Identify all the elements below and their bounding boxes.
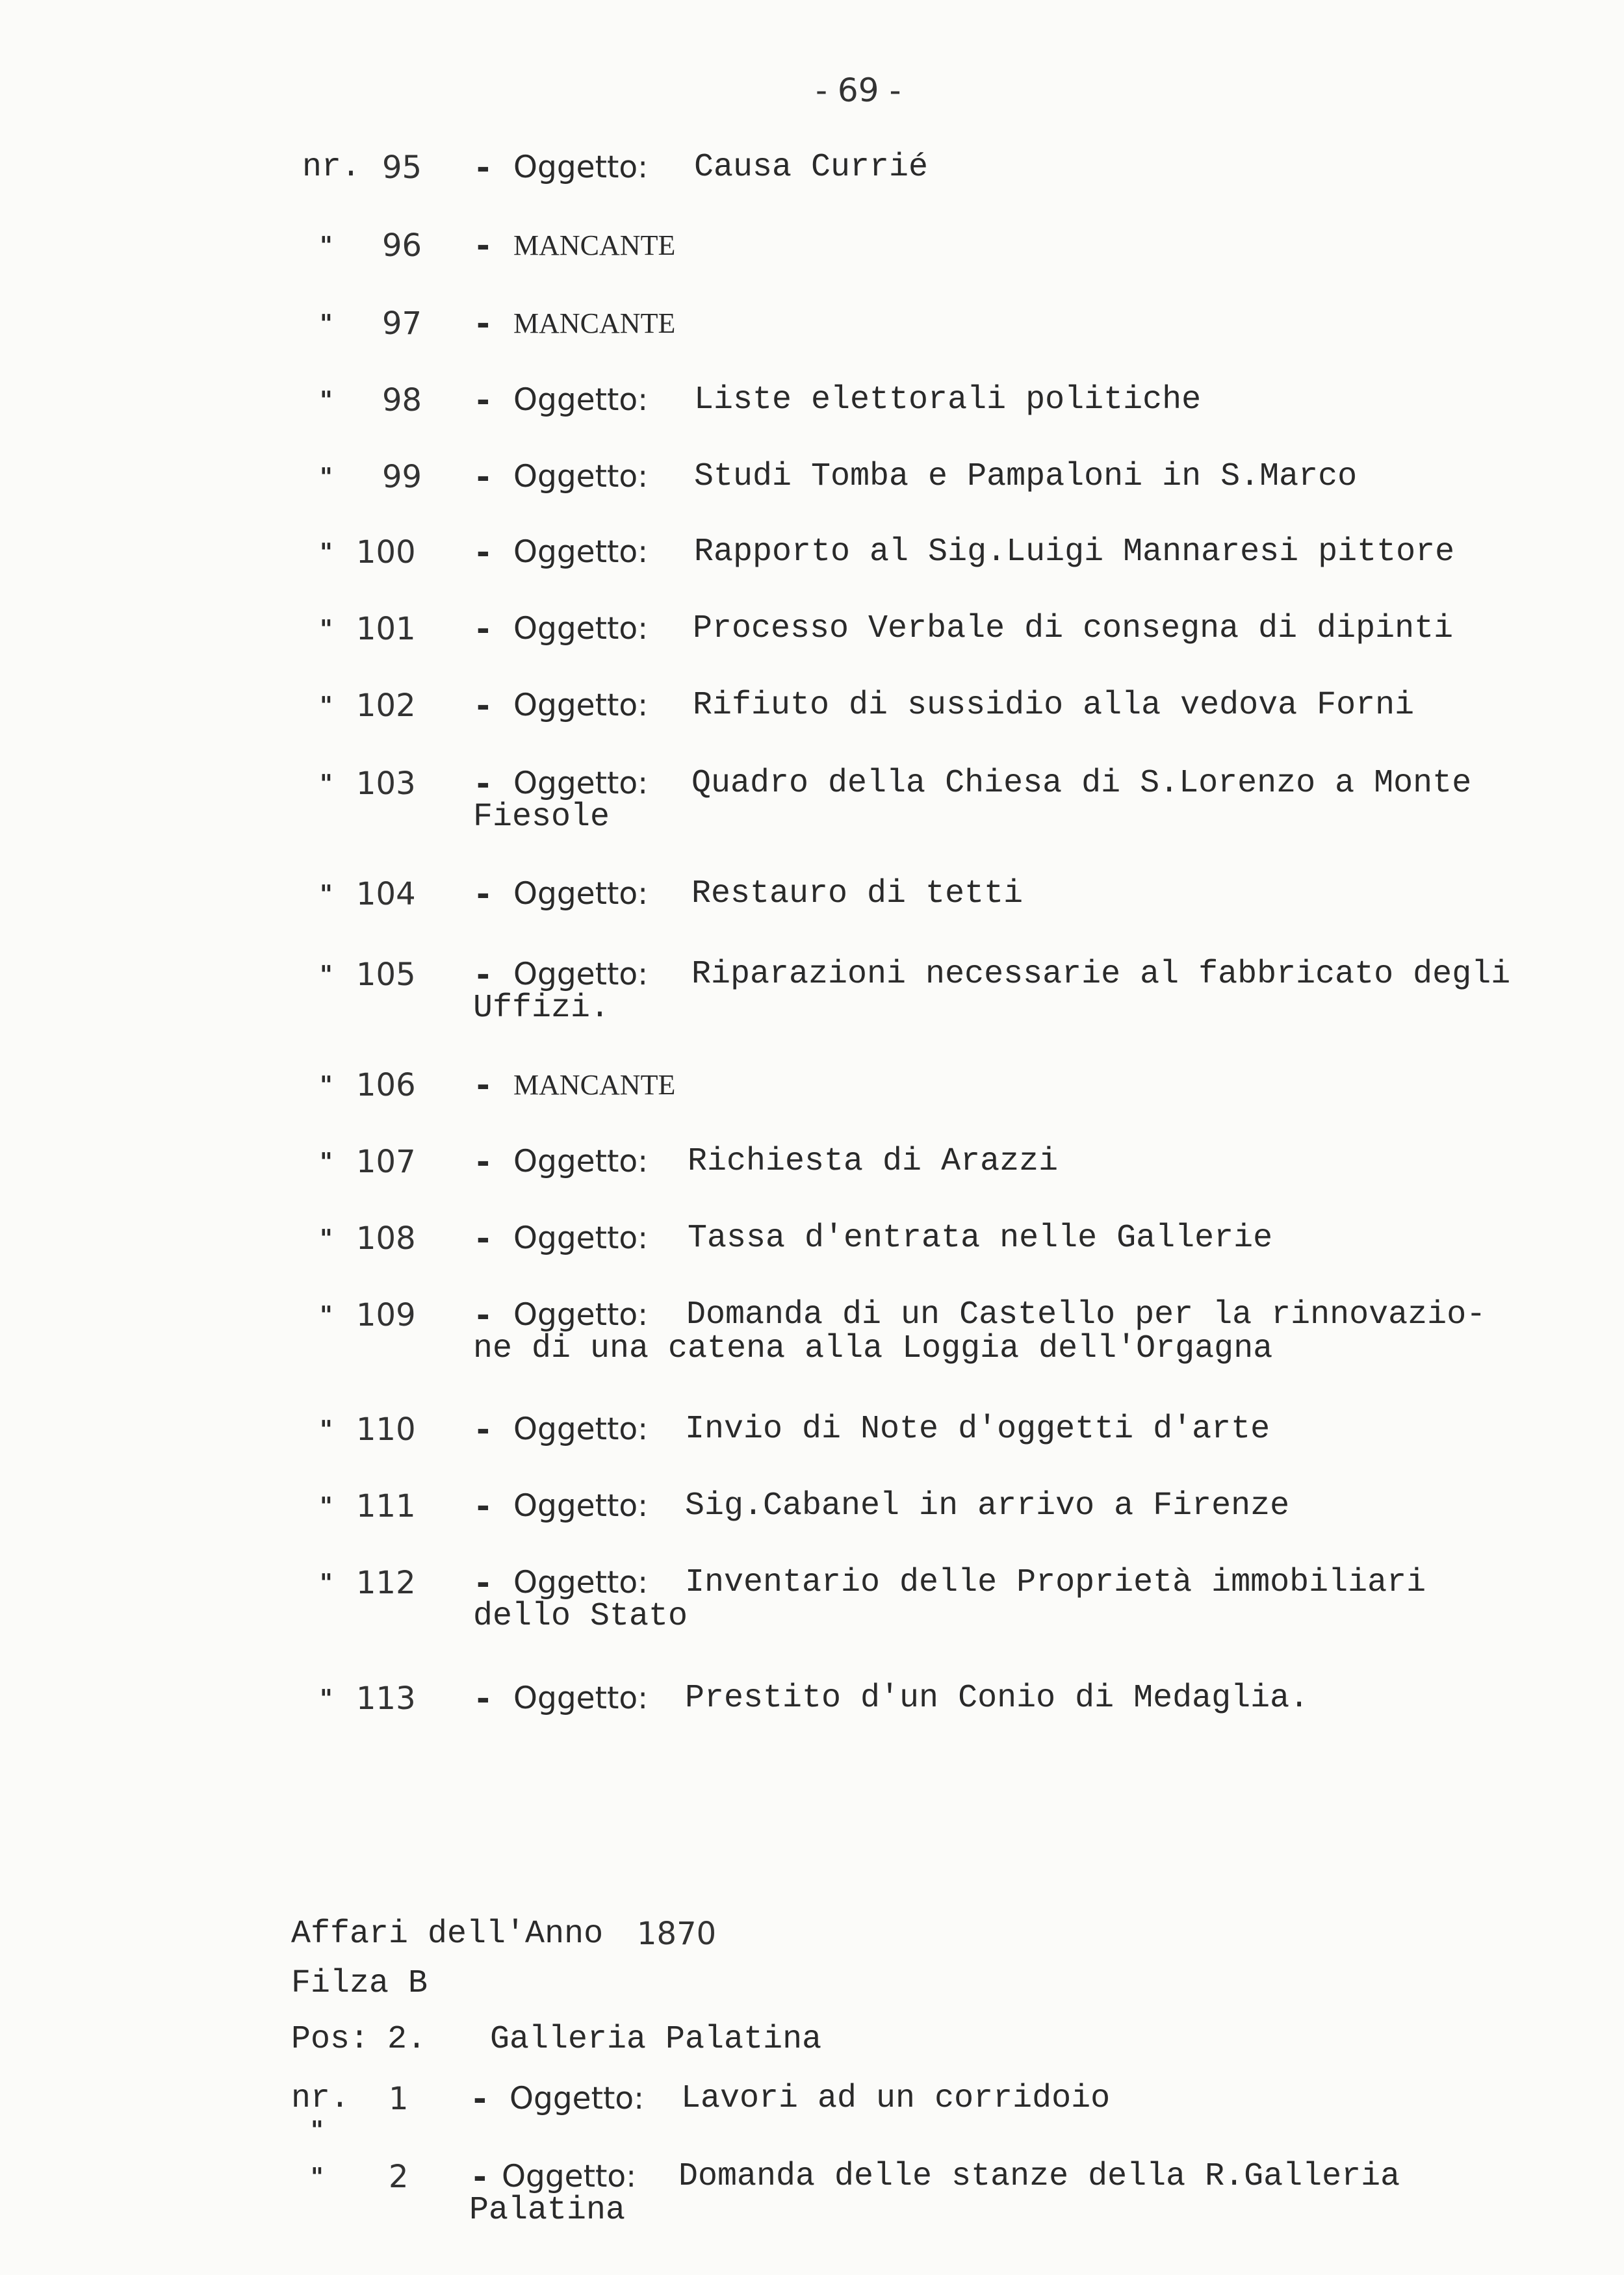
entry-prefix: nr. <box>302 149 361 186</box>
entry-subject-continuation: Uffizi. <box>473 990 610 1027</box>
entry-subject: Liste elettorali politiche <box>694 381 1202 418</box>
filza-label: Filza B <box>291 1965 428 2002</box>
ditto-mark: " <box>320 615 333 643</box>
ditto-mark: " <box>320 1224 333 1253</box>
entry-subject: Restauro di tetti <box>691 875 1024 912</box>
entry-number: 111 <box>356 1488 416 1524</box>
ditto-mark: " <box>320 309 333 338</box>
entry-label: Oggetto: <box>513 1565 649 1600</box>
entry-label: Oggetto: <box>513 1144 649 1179</box>
ditto-mark: " <box>320 1684 333 1713</box>
entry-subject: Invio di Note d'oggetti d'arte <box>685 1411 1270 1448</box>
entry-dash: - <box>473 2158 487 2196</box>
section-label: Affari dell'Anno <box>291 1916 604 1953</box>
entry-dash: - <box>476 533 490 571</box>
entry-number: 108 <box>356 1220 416 1257</box>
section-heading <box>291 1916 717 1953</box>
entry-dash: - <box>476 1296 490 1334</box>
entry-dash: - <box>476 1411 490 1448</box>
entry-number: 96 <box>382 227 422 264</box>
entry-subject-continuation: dello Stato <box>473 1598 688 1635</box>
entry-label: Oggetto: <box>502 2159 637 2194</box>
entry-subject-continuation: ne di una catena alla Loggia dell'Orgagna <box>473 1330 1273 1367</box>
entry-dash: - <box>476 381 490 419</box>
entry-number: 100 <box>356 534 416 571</box>
entry-label: MANCANTE <box>513 307 676 339</box>
entry-label: Oggetto: <box>513 459 649 495</box>
entry-subject: Processo Verbale di consegna di dipinti <box>693 610 1454 647</box>
entry-label: Oggetto: <box>513 611 649 647</box>
entry-dash: - <box>473 2080 487 2118</box>
entry-label: Oggetto: <box>513 1488 649 1524</box>
entry-number: 101 <box>356 611 416 647</box>
entry-number: 98 <box>382 382 422 418</box>
entry-number: 112 <box>356 1565 416 1601</box>
ditto-mark: " <box>320 880 333 908</box>
entry-label: Oggetto: <box>513 688 649 723</box>
entry-dash: - <box>476 1564 490 1602</box>
entry-dash: - <box>476 765 490 803</box>
ditto-mark: " <box>320 231 333 260</box>
entry-subject: Prestito d'un Conio di Medaglia. <box>685 1680 1309 1717</box>
entry-number: 97 <box>382 305 422 342</box>
ditto-mark: " <box>320 1301 333 1330</box>
entry-subject-continuation: Fiesole <box>473 799 610 836</box>
page-number: - 69 - <box>816 71 901 109</box>
entry-number: 2 <box>389 2159 409 2195</box>
entry-subject: Lavori ad un corridoio <box>681 2080 1111 2117</box>
entry-label: Oggetto: <box>513 149 649 185</box>
entry-label: Oggetto: <box>513 534 649 570</box>
entry-subject: Inventario delle Proprietà immobiliari <box>685 1564 1426 1601</box>
entry-dash: - <box>476 875 490 913</box>
entry-subject: Rifiuto di sussidio alla vedova Forni <box>693 687 1415 724</box>
entry-label: Oggetto: <box>513 765 649 801</box>
entry-subject: Richiesta di Arazzi <box>688 1143 1059 1180</box>
entry-dash: - <box>476 956 490 994</box>
entry-number: 103 <box>356 765 416 802</box>
entry-subject: Domanda di un Castello per la rinnovazio- <box>686 1296 1486 1333</box>
position-line <box>291 2021 822 2058</box>
entry-subject: Riparazioni necessarie al fabbricato degli <box>691 956 1511 993</box>
entry-label: Oggetto: <box>513 957 649 992</box>
entry-dash: - <box>476 1680 490 1717</box>
entry-subject: Sig.Cabanel in arrivo a Firenze <box>685 1487 1290 1524</box>
entry-label: MANCANTE <box>513 1069 676 1101</box>
position-name: Galleria Palatina <box>490 2021 822 2058</box>
entry-subject: Quadro della Chiesa di S.Lorenzo a Monte <box>691 765 1472 802</box>
entry-label: MANCANTE <box>513 229 676 261</box>
entry-subject-continuation: Palatina <box>469 2192 626 2229</box>
entry-prefix: nr. <box>291 2080 350 2117</box>
ditto-mark: " <box>320 769 333 798</box>
entry-label: Oggetto: <box>513 1680 649 1716</box>
ditto-mark: " <box>311 2163 324 2191</box>
entry-dash: - <box>476 458 490 496</box>
entry-number: 105 <box>356 957 416 993</box>
entry-dash: - <box>476 1487 490 1525</box>
entry-subject: Rapporto al Sig.Luigi Mannaresi pittore <box>694 533 1455 571</box>
entry-dash: - <box>476 227 490 264</box>
entry-label: Oggetto: <box>513 382 649 418</box>
entry-number: 109 <box>356 1297 416 1333</box>
ditto-mark: " <box>320 538 333 567</box>
entry-number: 113 <box>356 1680 416 1717</box>
ditto-mark: " <box>320 1415 333 1444</box>
entry-subject: Domanda delle stanze della R.Galleria <box>678 2158 1400 2195</box>
entry-number: 99 <box>382 459 422 495</box>
ditto-mark: " <box>320 1492 333 1521</box>
ditto-mark: " <box>320 960 333 989</box>
ditto-mark: " <box>311 2116 324 2144</box>
ditto-mark: " <box>320 691 333 720</box>
entry-number: 104 <box>356 876 416 912</box>
entry-dash: - <box>476 1066 490 1104</box>
entry-subject: Tassa d'entrata nelle Gallerie <box>688 1220 1273 1257</box>
entry-label: Oggetto: <box>513 1297 649 1333</box>
entry-dash: - <box>476 687 490 725</box>
entry-label: Oggetto: <box>509 2081 645 2116</box>
ditto-mark: " <box>320 463 333 491</box>
position-value: 2. <box>387 2021 427 2058</box>
entry-label: Oggetto: <box>513 1220 649 1256</box>
entry-dash: - <box>476 305 490 342</box>
entry-subject: Studi Tomba e Pampaloni in S.Marco <box>694 458 1358 495</box>
entry-number: 107 <box>356 1144 416 1180</box>
entry-dash: - <box>476 610 490 648</box>
ditto-mark: " <box>320 1071 333 1099</box>
ditto-mark: " <box>320 1148 333 1176</box>
ditto-mark: " <box>320 386 333 415</box>
entry-label: Oggetto: <box>513 876 649 912</box>
entry-number: 1 <box>389 2081 409 2117</box>
entry-number: 95 <box>382 149 422 186</box>
section-year: 1870 <box>637 1916 717 1952</box>
position-label: Pos: <box>291 2021 370 2058</box>
entry-label: Oggetto: <box>513 1411 649 1447</box>
entry-number: 102 <box>356 688 416 724</box>
entry-dash: - <box>476 1220 490 1257</box>
entry-subject: Causa Currié <box>694 149 929 186</box>
entry-dash: - <box>476 1143 490 1181</box>
entry-number: 110 <box>356 1411 416 1448</box>
ditto-mark: " <box>320 1569 333 1597</box>
entry-dash: - <box>476 149 490 186</box>
entry-number: 106 <box>356 1067 416 1103</box>
